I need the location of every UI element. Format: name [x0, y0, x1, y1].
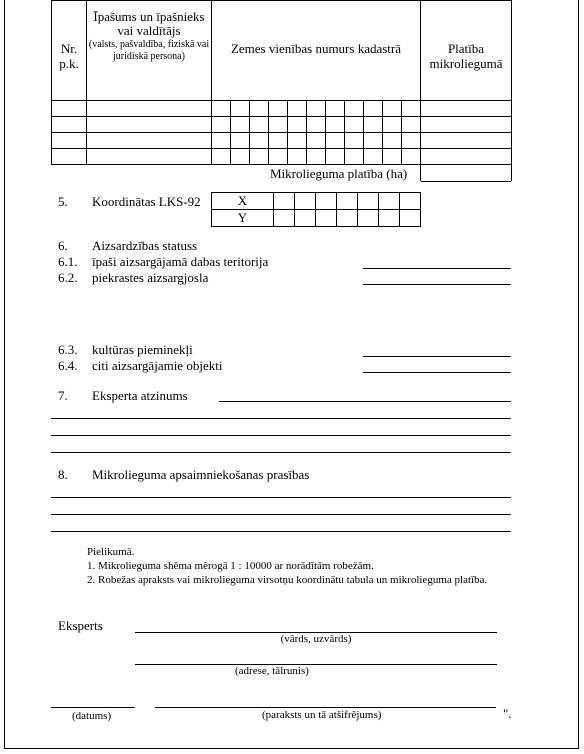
item-6-2-number: 6.2. — [58, 270, 78, 285]
date-caption: (datums) — [72, 710, 112, 722]
requirements-line-3[interactable] — [51, 531, 511, 532]
section8-number: 8. — [58, 467, 68, 482]
attachments-title: Pielikumā. — [87, 546, 135, 558]
item-6-3-number: 6.3. — [58, 342, 78, 357]
signature-field[interactable] — [155, 707, 496, 708]
coord-y-label: Y — [237, 210, 248, 225]
opinion-line-4[interactable] — [51, 452, 511, 453]
header-owner-title: Īpašums un īpašnieks vai valdītājs — [93, 9, 205, 38]
requirements-line-2[interactable] — [51, 514, 511, 515]
opinion-line-1[interactable] — [219, 401, 511, 402]
section6-label: Aizsardzības statuss — [92, 238, 198, 253]
section7-number: 7. — [58, 388, 68, 403]
closing-quote: ". — [503, 706, 512, 721]
opinion-line-3[interactable] — [51, 435, 511, 436]
header-cadastral: Zemes vienības numurs kadastrā — [230, 41, 402, 56]
item-6-1-label: īpaši aizsargājamā dabas teritorija — [92, 254, 269, 269]
item-6-4-field[interactable] — [363, 372, 511, 373]
coord-x-label: X — [237, 193, 248, 208]
date-field[interactable] — [51, 707, 135, 708]
header-owner — [88, 10, 210, 63]
item-6-4-number: 6.4. — [58, 358, 78, 373]
name-caption: (vārds, uzvārds) — [280, 633, 352, 645]
opinion-line-2[interactable] — [51, 418, 511, 419]
item-6-4-label: citi aizsargājamie objekti — [92, 358, 223, 373]
address-caption: (adrese, tālrunis) — [235, 665, 309, 677]
item-6-3-field[interactable] — [363, 356, 511, 357]
item-6-3-label: kultūras pieminekļi — [92, 342, 193, 357]
expert-label: Eksperts — [58, 618, 103, 633]
total-area-label: Mikrolieguma platība (ha) — [270, 166, 408, 181]
section5-label: Koordinātas LKS-92 — [92, 194, 201, 209]
section5-number: 5. — [58, 194, 68, 209]
header-owner-subtitle: (valsts, pašvaldība, fiziskā vai juridiskā persona) — [88, 39, 210, 62]
section8-label: Mikrolieguma apsaimniekošanas prasības — [92, 467, 310, 482]
header-area: Platība mikroliegumā — [429, 41, 503, 71]
attachment-item-2: 2. Robežas apraksts vai mikrolieguma virsotņu koordinātu tabula un mikrolieguma platība. — [87, 574, 488, 586]
item-6-1-number: 6.1. — [58, 254, 78, 269]
header-nr: Nr. p.k. — [59, 41, 79, 71]
item-6-1-field[interactable] — [363, 268, 511, 269]
requirements-line-1[interactable] — [51, 497, 511, 498]
item-6-2-field[interactable] — [363, 284, 511, 285]
item-6-2-label: piekrastes aizsargjosla — [92, 270, 209, 285]
signature-caption: (paraksts un tā atšifrējums) — [262, 709, 382, 721]
section6-number: 6. — [58, 238, 68, 253]
section7-label: Eksperta atzinums — [92, 388, 188, 403]
attachment-item-1: 1. Mikrolieguma shēma mērogā 1 : 10000 ar norādītām robežām. — [87, 560, 374, 572]
expert-address-field[interactable] — [135, 664, 497, 665]
